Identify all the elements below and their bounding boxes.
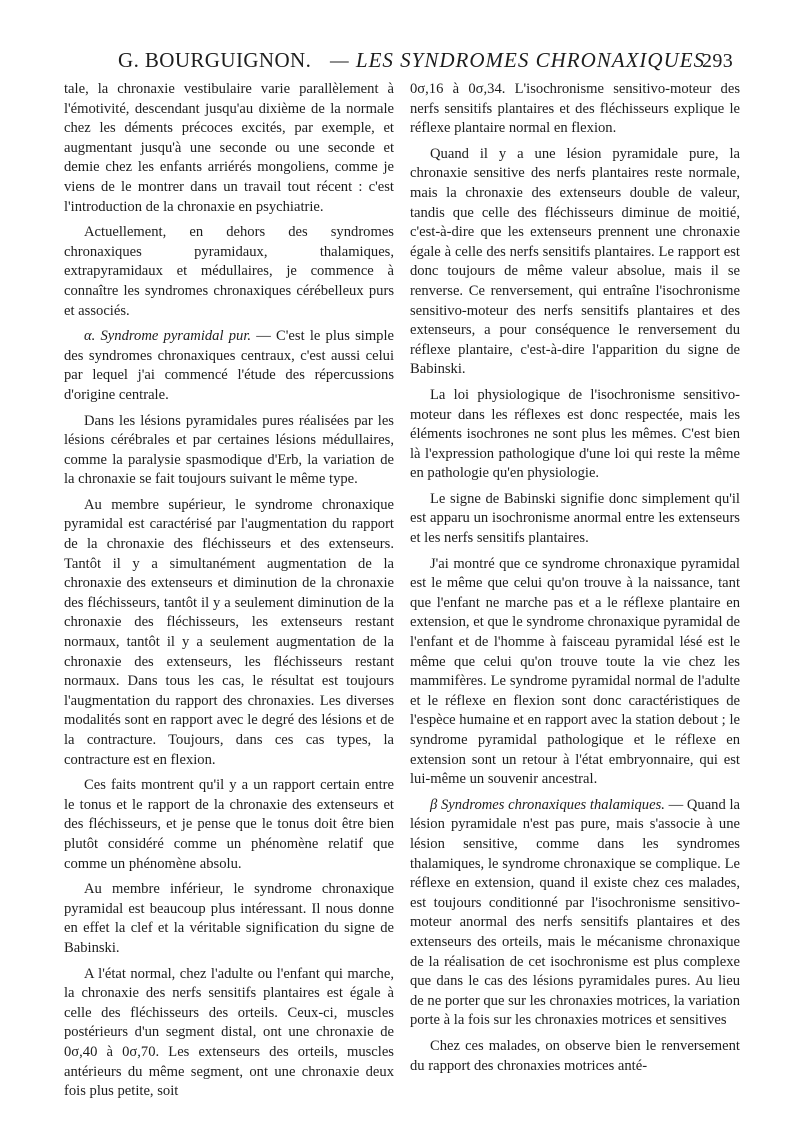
paragraph: Le signe de Babinski signifie donc simplement qu'il est apparu un isochronisme anormal entre les extenseurs et les nerfs sensitifs plantaires. (410, 490, 740, 547)
paragraph (410, 796, 740, 1031)
paragraph: 0σ,16 à 0σ,34. L'isochronisme sensitivo-moteur des nerfs sensitifs plantaires et des fléchisseurs explique le réflexe plantaire normal en flexion. (410, 81, 740, 137)
section-heading: β Syndromes chronaxiques thalamiques. (430, 796, 665, 813)
paragraph-text: — Quand la lésion pyramidale n'est pas pure, mais s'associe à une lésion sensitive, comme dans les syndromes thalamiques, le syndrome chronaxique se complique. Le réflexe en extension, quand il existe chez ces malades, est toujours conditionné par l'isochronisme sensitivo-moteur anormal des nerfs sensitifs plantaires et des extenseurs des orteils, mais le mécanisme chronaxique de la réalisation de cet isochronisme est plus complexe que dans le cas des lésions pyramidales pures. Au lieu de ne porter que sur les chronaxies motrices, la variation porte à la fois sur les chronaxies motrices et sensitives (410, 796, 740, 1029)
paragraph: Au membre inférieur, le syndrome chronaxique pyramidal est beaucoup plus intéressant. Il nous donne en effet la clef et la véritable signification du signe de Babinski. (64, 881, 394, 956)
paragraph: Actuellement, en dehors des syndromes chronaxiques pyramidaux, thalamiques, extrapyramidaux et médullaires, je commence à connaître les syndromes chronaxiques cérébelleux purs et associés. (64, 224, 394, 319)
header-title: — LES SYNDROMES CHRONAXIQUES (330, 48, 706, 72)
paragraph: Ces faits montrent qu'il y a un rapport certain entre le tonus et le rapport de la chronaxie des extenseurs et des fléchisseurs, et je pense que le tonus doit être bien plutôt considéré comme un phénomène relatif que comme un phénomène absolu. (64, 777, 394, 872)
paragraph: Quand il y a une lésion pyramidale pure, la chronaxie sensitive des nerfs plantaires reste normale, mais la chronaxie des extenseurs double de valeur, tandis que celle des fléchisseurs diminue de moitié, c'est-à-dire que les extenseurs prennent une chronaxie égale à celle des nerfs sensitifs plantaires. Le rapport est donc toujours de même valeur absolue, mais il se renverse. Ce renversement, qui entraîne l'isochronisme sensitivo-moteur des nerfs sensitifs plantaires et des extenseurs, a pour conséquence le renversement du réflexe plantaire, c'est-à-dire l'apparition du signe de Babinski. (410, 145, 740, 378)
right-column (410, 80, 740, 1082)
paragraph (64, 327, 394, 405)
paragraph-text: — C'est le plus simple des syndromes chronaxiques centraux, c'est aussi celui par lequel j'ai commencé l'étude des répercussions d'origine centrale. (64, 328, 395, 403)
paragraph: Au membre supérieur, le syndrome chronaxique pyramidal est caractérisé par l'augmentation du rapport de la chronaxie des fléchisseurs et des extenseurs. Tantôt il y a simultanément augmentation de la chronaxie des extenseurs et diminution de la chronaxie des fléchisseurs, tantôt il y a seulement diminution de la chronaxie des fléchisseurs, les extenseurs restant normaux, tantôt il y a seulement augmentation de la chronaxie des extenseurs, les fléchisseurs restant normaux. Dans tous les cas, le résultat est toujours l'augmentation du rapport des chronaxies. Les diverses modalités sont en rapport avec le degré des lésions et de la contracture. Toujours, dans ces cas types, la contracture est en flexion. (64, 496, 394, 768)
paragraph: tale, la chronaxie vestibulaire varie parallèlement à l'émotivité, descendant jusqu'au dixième de la normale chez les déments précoces excités, par exemple, et augmentant jusqu'à une seconde ou une seconde et demie chez les enfants arriérés mongoliens, comme je viens de le montrer dans un travail tout récent : c'est l'introduction de la chronaxie en psychiatrie. (64, 81, 394, 215)
left-column (64, 80, 394, 1108)
paragraph: A l'état normal, chez l'adulte ou l'enfant qui marche, la chronaxie des nerfs sensitifs plantaires est égale à celle des fléchisseurs des orteils. Ceux-ci, muscles postérieurs d'un segment distal, ont une chronaxie de 0σ,40 à 0σ,70. Les extenseurs des orteils, muscles antérieurs du même segment, ont une chronaxie deux fois plus petite, soit (64, 965, 394, 1100)
paragraph: Dans les lésions pyramidales pures réalisées par les lésions cérébrales et par certaines lésions médullaires, comme la paralysie spasmodique d'Erb, la variation de la chronaxie se fait toujours suivant le même type. (64, 412, 394, 488)
paragraph: J'ai montré que ce syndrome chronaxique pyramidal est le même que celui qu'on trouve à la naissance, tant que l'enfant ne marche pas et a le réflexe plantaire en extension, et que le syndrome chronaxique pyramidal de l'enfant et de l'homme à faisceau pyramidal lésé est le même que celui qu'on trouve toute la vie chez les mammifères. Le syndrome pyramidal normal de l'adulte et le réflexe en flexion sont donc caractéristiques de l'espèce humaine et en rapport avec la station debout ; le syndrome pyramidal pathologique et le réflexe en extension sont un retour à l'état embryonnaire, qui est lui-même un souvenir ancestral. (410, 555, 740, 788)
paragraph: Chez ces malades, on observe bien le renversement du rapport des chronaxies motrices anté- (410, 1037, 740, 1074)
header-author: G. BOURGUIGNON. (118, 48, 312, 72)
running-header (0, 48, 800, 78)
section-heading: α. Syndrome pyramidal pur. (84, 328, 252, 345)
page-number: 293 (702, 50, 734, 72)
paragraph: La loi physiologique de l'isochronisme sensitivo-moteur dans les réflexes est donc respectée, mais les éléments isochrones ne sont plus les mêmes. C'est bien là l'expression pathologique d'une loi qui reste la même en pathologie qu'en physiologie. (410, 386, 740, 482)
